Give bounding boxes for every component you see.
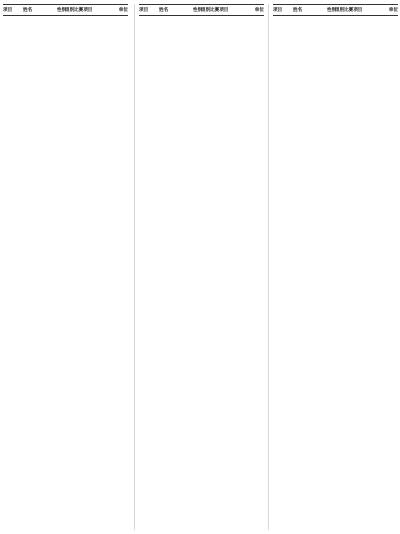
header-gender: 性别 — [327, 8, 337, 13]
header-unit: 单位 — [254, 8, 264, 13]
header-group: 组别 — [201, 8, 211, 13]
header-gender: 性别 — [193, 8, 203, 13]
header-group: 组别 — [335, 8, 345, 13]
column-divider — [134, 4, 135, 530]
header-group: 组别 — [65, 8, 75, 13]
header-name: 姓名 — [23, 8, 33, 13]
header-event: 比赛项目 — [210, 8, 229, 13]
header-item: 项目 — [139, 8, 149, 13]
table-header — [273, 4, 398, 16]
column-divider — [268, 4, 269, 530]
header-name: 姓名 — [159, 8, 169, 13]
table-header — [3, 4, 128, 16]
results-table-column-3 — [273, 4, 398, 530]
header-unit: 单位 — [118, 8, 128, 13]
header-item: 项目 — [273, 8, 283, 13]
results-table-column-2 — [139, 4, 264, 530]
header-item: 项目 — [3, 8, 13, 13]
table-header — [139, 4, 264, 16]
header-name: 姓名 — [293, 8, 303, 13]
header-unit: 单位 — [388, 8, 398, 13]
header-gender: 性别 — [57, 8, 67, 13]
results-table-column-1 — [3, 4, 128, 530]
header-event: 比赛项目 — [74, 8, 93, 13]
header-event: 比赛项目 — [344, 8, 363, 13]
